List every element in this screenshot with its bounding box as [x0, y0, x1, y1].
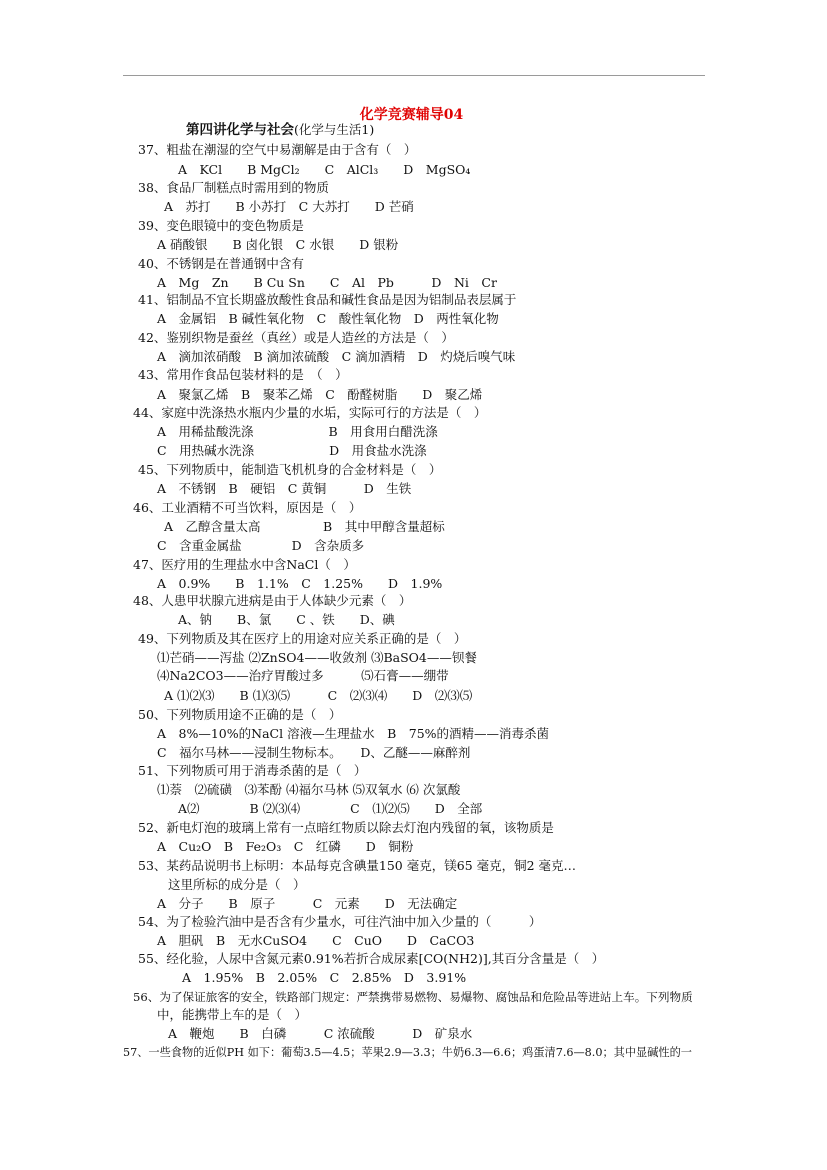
- question-54: 54、为了检验汽油中是否含有少量水，可往汽油中加入少量的（ ）: [138, 914, 542, 929]
- question-45-options: A 不锈钢 B 硬铝 C 黄铜 D 生铁: [157, 481, 412, 496]
- page-title: 化学竞赛辅导04: [359, 107, 464, 123]
- question-53-options: A 分子 B 原子 C 元素 D 无法确定: [157, 896, 458, 911]
- question-51-items: ⑴萘 ⑵硫磺 ⑶苯酚 ⑷福尔马林 ⑸双氧水 ⑹ 次氯酸: [157, 782, 461, 797]
- question-45: 45、下列物质中，能制造飞机机身的合金材料是（ ）: [138, 462, 442, 477]
- question-48: 48、人患甲状腺亢进病是由于人体缺少元素（ ）: [133, 593, 412, 608]
- header-rule: [123, 75, 705, 76]
- question-40-options: A Mg Zn B Cu Sn C Al Pb D Ni Cr: [157, 275, 497, 290]
- question-37: 37、粗盐在潮湿的空气中易潮解是由于含有（ ）: [138, 142, 417, 157]
- question-56: 56、为了保证旅客的安全，铁路部门规定：严禁携带易燃物、易爆物、腐蚀品和危险品等进站上车。下列物质: [133, 990, 693, 1004]
- question-50-options-cd: C 福尔马林——浸制生物标本。 D、乙醚——麻醉剂: [157, 745, 471, 760]
- question-49-items-2: ⑷Na2CO3——治疗胃酸过多 ⑸石膏——绷带: [157, 668, 449, 683]
- question-50-options-ab: A 8%—10%的NaCl 溶液—生理盐水 B 75%的酒精——消毒杀菌: [157, 726, 550, 741]
- question-43-options: A 聚氯乙烯 B 聚苯乙烯 C 酚醛树脂 D 聚乙烯: [157, 387, 483, 402]
- question-53: 53、某药品说明书上标明：本品每克含碘量150 毫克，镁65 毫克，铜2 毫克…: [138, 858, 577, 873]
- question-39: 39、变色眼镜中的变色物质是: [138, 218, 304, 233]
- question-40: 40、不锈钢是在普通钢中含有: [138, 256, 304, 271]
- question-56-options: A 鞭炮 B 白磷 C 浓硫酸 D 矿泉水: [168, 1026, 473, 1041]
- question-46-options-cd: C 含重金属盐 D 含杂质多: [157, 538, 365, 553]
- question-44: 44、家庭中洗涤热水瓶内少量的水垢，实际可行的方法是（ ）: [133, 405, 487, 420]
- question-41-options: A 金属铝 B 碱性氧化物 C 酸性氧化物 D 两性氧化物: [157, 311, 499, 326]
- question-50: 50、下列物质用途不正确的是（ ）: [138, 707, 342, 722]
- question-42: 42、鉴别织物是蚕丝（真丝）或是人造丝的方法是（ ）: [138, 330, 454, 345]
- question-49-options: A ⑴⑵⑶ B ⑴⑶⑸ C ⑵⑶⑷ D ⑵⑶⑸: [164, 688, 473, 703]
- question-47: 47、医疗用的生理盐水中含NaCl（ ）: [133, 557, 356, 572]
- question-37-options: A KCl B MgCl₂ C AlCl₃ D MgSO₄: [178, 162, 471, 177]
- question-44-options-cd: C 用热碱水洗涤 D 用食盐水洗涤: [157, 443, 427, 458]
- question-55: 55、经化验，人尿中含氮元素0.91%若折合成尿素[CO(NH2)],其百分含量是（ ）: [138, 951, 605, 966]
- question-39-options: A 硝酸银 B 卤化银 C 水银 D 银粉: [157, 237, 399, 252]
- question-49: 49、下列物质及其在医疗上的用途对应关系正确的是（ ）: [138, 631, 467, 646]
- question-55-options: A 1.95% B 2.05% C 2.85% D 3.91%: [182, 970, 467, 985]
- question-47-options: A 0.9% B 1.1% C 1.25% D 1.9%: [157, 576, 443, 591]
- question-52-options: A Cu₂O B Fe₂O₃ C 红磷 D 铜粉: [157, 839, 414, 854]
- section-heading: 第四讲化学与社会(化学与生活1): [186, 122, 375, 138]
- question-54-options: A 胆矾 B 无水CuSO4 C CuO D CaCO3: [157, 933, 475, 948]
- question-51-options: A⑵ B ⑵⑶⑷ C ⑴⑵⑸ D 全部: [178, 801, 483, 816]
- question-51: 51、下列物质可用于消毒杀菌的是（ ）: [138, 763, 367, 778]
- question-53-continued: 这里所标的成分是（ ）: [168, 877, 306, 892]
- question-38-options: A 苏打 B 小苏打 C 大苏打 D 芒硝: [164, 199, 414, 214]
- question-46-options-ab: A 乙醇含量太高 B 其中甲醇含量超标: [164, 519, 445, 534]
- question-42-options: A 滴加浓硝酸 B 滴加浓硫酸 C 滴加酒精 D 灼烧后嗅气味: [157, 349, 516, 364]
- question-49-items-1: ⑴芒硝——泻盐 ⑵ZnSO4——收敛剂 ⑶BaSO4——钡餐: [157, 650, 477, 665]
- question-44-options-ab: A 用稀盐酸洗涤 B 用食用白醋洗涤: [157, 424, 438, 439]
- question-43: 43、常用作食品包装材料的是 （ ）: [138, 367, 348, 382]
- question-46: 46、工业酒精不可当饮料，原因是（ ）: [133, 500, 362, 515]
- question-48-options: A、钠 B、氯 C 、铁 D、碘: [178, 612, 395, 627]
- question-38: 38、食品厂制糕点时需用到的物质: [138, 180, 329, 195]
- question-41: 41、铝制品不宜长期盛放酸性食品和碱性食品是因为铝制品表层属于: [138, 292, 517, 307]
- question-56-continued: 中，能携带上车的是（ ）: [157, 1007, 308, 1022]
- question-57: 57、一些食物的近似PH 如下：葡萄3.5—4.5；苹果2.9—3.3；牛奶6.3—6.6；鸡蛋清7.6—8.0；其中显碱性的一: [123, 1046, 692, 1059]
- question-52: 52、新电灯泡的玻璃上常有一点暗红物质以除去灯泡内残留的氧，该物质是: [138, 820, 554, 835]
